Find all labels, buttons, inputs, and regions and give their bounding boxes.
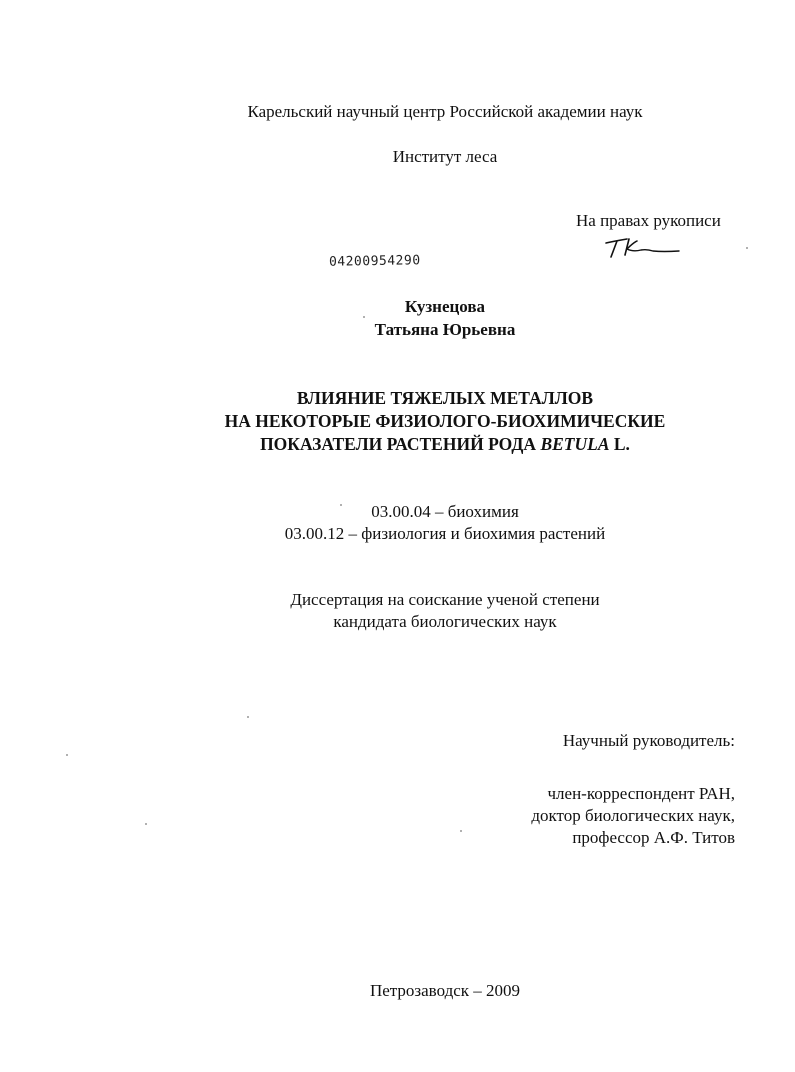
registry-number: 04200954290	[328, 253, 421, 270]
organization-name: Карельский научный центр Российской академии наук	[247, 102, 643, 121]
scan-speck	[66, 754, 68, 756]
scan-speck	[460, 830, 462, 832]
scan-speck	[363, 316, 365, 318]
scan-speck	[746, 247, 748, 249]
thesis-title-line-2: НА НЕКОТОРЫЕ ФИЗИОЛОГО-БИОХИМИЧЕСКИЕ	[224, 411, 666, 431]
thesis-title-line-1: ВЛИЯНИЕ ТЯЖЕЛЫХ МЕТАЛЛОВ	[296, 388, 594, 408]
place-and-year: Петрозаводск – 2009	[369, 981, 521, 1000]
scan-speck	[247, 716, 249, 718]
degree-line-1: Диссертация на соискание ученой степени	[290, 590, 600, 609]
supervisor-title-2: доктор биологических наук,	[531, 806, 735, 825]
thesis-title-line-3-prefix: ПОКАЗАТЕЛИ РАСТЕНИЙ РОДА	[260, 434, 541, 454]
genus-name: BETULA	[540, 434, 610, 454]
degree-line-2: кандидата биологических наук	[333, 612, 557, 631]
specialty-code-2: 03.00.12 – физиология и биохимия растений	[284, 524, 606, 543]
supervisor-title-1: член-корреспондент РАН,	[547, 784, 735, 803]
specialty-code-1: 03.00.04 – биохимия	[371, 502, 519, 521]
manuscript-rights-label: На правах рукописи	[576, 211, 721, 230]
supervisor-name: профессор А.Ф. Титов	[572, 828, 735, 847]
institute-name: Институт леса	[392, 147, 498, 166]
signature-icon	[603, 235, 683, 265]
author-surname: Кузнецова	[404, 297, 486, 316]
author-given-names: Татьяна Юрьевна	[374, 320, 516, 339]
scan-speck	[340, 504, 342, 506]
thesis-title-line-3-suffix: L.	[609, 434, 630, 454]
scan-speck	[145, 823, 147, 825]
supervisor-label: Научный руководитель:	[562, 731, 735, 750]
thesis-title-line-3	[0, 432, 795, 456]
